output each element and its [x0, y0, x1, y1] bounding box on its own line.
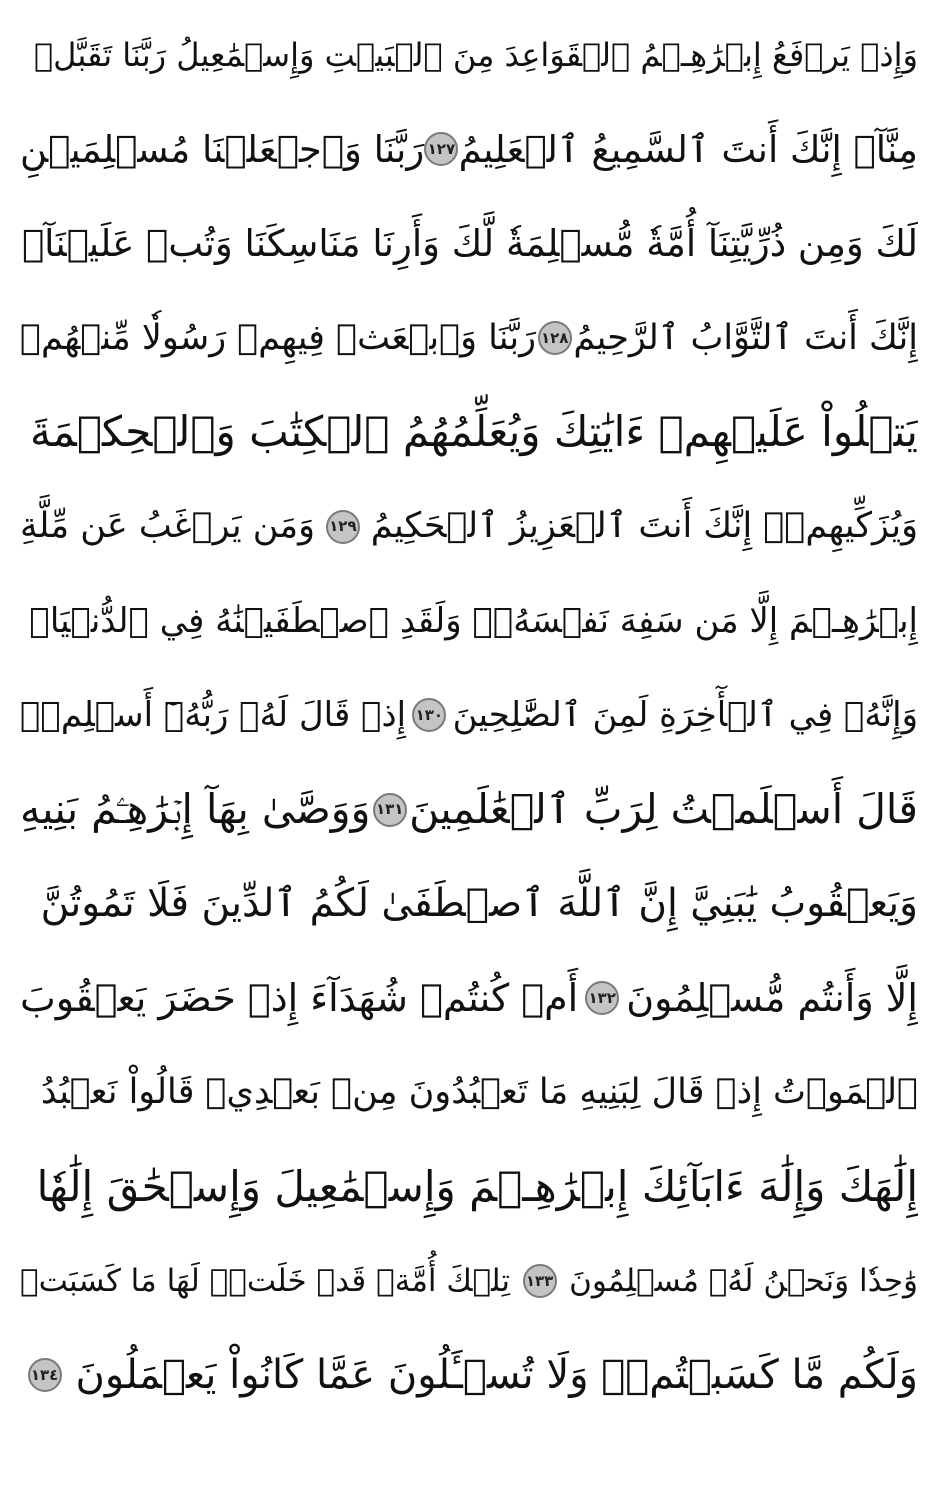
quran-line-5 — [20, 385, 918, 479]
verse-text: وَإِذۡ يَرۡفَعُ إِبۡرَٰهِـۧمُ ٱلۡقَوَاعِدَ مِنَ ٱلۡبَيۡتِ وَإِسۡمَٰعِيلُ رَبَّنَا تَقَبَّلۡ — [33, 36, 918, 75]
quran-line-11 — [20, 951, 918, 1045]
ayah-number-marker: ١٣١ — [373, 793, 407, 827]
verse-text: إِذۡ قَالَ لَهُۥ رَبُّهُۥٓ أَسۡلِمۡۖ — [20, 695, 407, 736]
quran-line-9 — [20, 762, 918, 856]
verse-text: وَمَن يَرۡغَبُ عَن مِّلَّةِ — [20, 506, 316, 547]
quran-line-15 — [20, 1328, 918, 1422]
verse-text: وَيَعۡقُوبُ يَٰبَنِيَّ إِنَّ ٱللَّهَ ٱصۡطَفَىٰ لَكُمُ ٱلدِّينَ فَلَا تَمُوتُنَّ — [40, 881, 918, 927]
verse-text: إِنَّكَ أَنتَ ٱلتَّوَّابُ ٱلرَّحِيمُ — [573, 317, 918, 358]
quran-line-4 — [20, 291, 918, 385]
verse-text: تِلۡكَ أُمَّةٞ قَدۡ خَلَتۡۖ لَهَا مَا كَسَبَتۡ — [20, 1262, 511, 1299]
verse-text: قَالَ أَسۡلَمۡتُ لِرَبِّ ٱلۡعَٰلَمِينَ — [409, 785, 918, 834]
verse-text: وَوَصَّىٰ بِهَآ إِبۡرَٰهِـۧمُ بَنِيهِ — [20, 785, 371, 834]
verse-text: وَيُزَكِّيهِمۡۖ إِنَّكَ أَنتَ ٱلۡعَزِيزُ ٱلۡحَكِيمُ — [370, 506, 918, 547]
quran-line-6 — [20, 479, 918, 573]
quran-line-3 — [20, 197, 918, 291]
verse-text: رَبَّنَا وَٱبۡعَثۡ فِيهِمۡ رَسُولٗا مِّنۡهُمۡ — [20, 317, 537, 358]
verse-text: وَٰحِدٗا وَنَحۡنُ لَهُۥ مُسۡلِمُونَ — [569, 1262, 918, 1299]
verse-text: إِلَّا وَأَنتُم مُّسۡلِمُونَ — [626, 976, 918, 1021]
ayah-number-marker: ١٣٣ — [523, 1264, 557, 1298]
quran-line-2 — [20, 102, 918, 196]
verse-text: إِبۡرَٰهِـۧمَ إِلَّا مَن سَفِهَ نَفۡسَهُۥۚ وَلَقَدِ ٱصۡطَفَيۡنَٰهُ فِي ٱلدُّنۡيَاۖ — [29, 600, 918, 641]
quran-line-14 — [20, 1234, 918, 1328]
ayah-number-marker: ١٣٢ — [585, 981, 619, 1015]
quran-line-8 — [20, 668, 918, 762]
ayah-number-marker: ١٣٤ — [28, 1358, 62, 1392]
ayah-number-marker: ١٢٩ — [326, 510, 360, 544]
verse-text: وَلَكُم مَّا كَسَبۡتُمۡۖ وَلَا تُسۡـَٔلُونَ عَمَّا كَانُواْ يَعۡمَلُونَ — [75, 1352, 918, 1399]
quran-line-10 — [20, 857, 918, 951]
verse-text: لَكَ وَمِن ذُرِّيَّتِنَآ أُمَّةٗ مُّسۡلِمَةٗ لَّكَ وَأَرِنَا مَنَاسِكَنَا وَتُبۡ عَلَيۡنَآۖ — [21, 222, 918, 266]
quran-line-12 — [20, 1045, 918, 1139]
quran-line-13 — [20, 1140, 918, 1234]
ayah-number-marker: ١٣٠ — [412, 698, 446, 732]
quran-line-7 — [20, 574, 918, 668]
verse-text: رَبَّنَا وَٱجۡعَلۡنَا مُسۡلِمَيۡنِ — [20, 127, 425, 171]
quran-line-1 — [20, 8, 918, 102]
verse-text: يَتۡلُواْ عَلَيۡهِمۡ ءَايَٰتِكَ وَيُعَلِّمُهُمُ ٱلۡكِتَٰبَ وَٱلۡحِكۡمَةَ — [30, 407, 918, 457]
verse-text: وَإِنَّهُۥ فِي ٱلۡأٓخِرَةِ لَمِنَ ٱلصَّٰلِحِينَ — [452, 695, 918, 736]
ayah-number-marker: ١٢٨ — [538, 321, 572, 355]
ayah-number-marker: ١٢٧ — [424, 132, 458, 166]
verse-text: ٱلۡمَوۡتُ إِذۡ قَالَ لِبَنِيهِ مَا تَعۡبُدُونَ مِنۢ بَعۡدِيۖ قَالُواْ نَعۡبُدُ — [40, 1071, 918, 1112]
verse-text: أَمۡ كُنتُمۡ شُهَدَآءَ إِذۡ حَضَرَ يَعۡقُوبَ — [20, 976, 579, 1021]
verse-text: مِنَّآۖ إِنَّكَ أَنتَ ٱلسَّمِيعُ ٱلۡعَلِيمُ — [458, 127, 918, 171]
verse-text: إِلَٰهَكَ وَإِلَٰهَ ءَابَآئِكَ إِبۡرَٰهِـۧمَ وَإِسۡمَٰعِيلَ وَإِسۡحَٰقَ إِلَٰهٗا — [36, 1161, 918, 1211]
